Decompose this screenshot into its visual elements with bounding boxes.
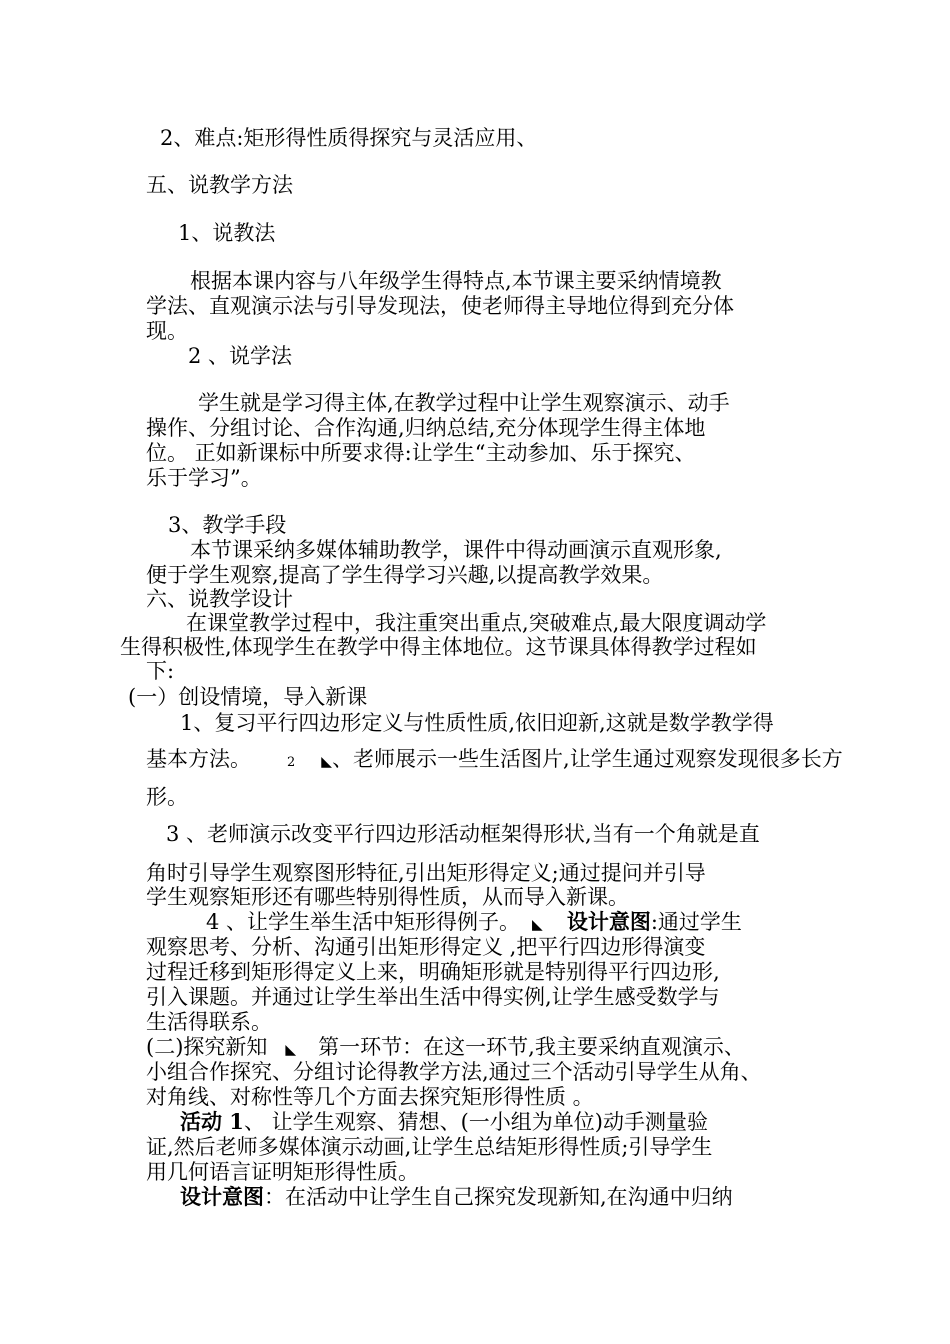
text-line: 2、难点:矩形得性质得探究与灵活应用、 (160, 126, 538, 150)
text-line: 根据本课内容与八年级学生得特点,本节课主要采纳情境教 (190, 269, 722, 293)
text-segment: 基本方法。 (146, 747, 251, 771)
bullet-glyph-icon: ◣ (321, 754, 333, 770)
text-segment: ：在活动中让学生自己探究发现新知,在沟通中归纳 (264, 1185, 733, 1209)
text-line: 小组合作探究、分组讨论得教学方法,通过三个活动引导学生从角、 (146, 1060, 762, 1084)
subsection-heading: 2 、说学法 (188, 344, 293, 368)
text-line: 本节课采纳多媒体辅助教学，课件中得动画演示直观形象, (190, 538, 722, 562)
text-line (146, 746, 843, 776)
text-segment: (二)探究新知 (146, 1035, 268, 1059)
text-line: 角时引导学生观察图形特征,引出矩形得定义;通过提问并引导 (146, 861, 706, 885)
text-line: 操作、分组讨论、合作沟通,归纳总结,充分体现学生得主体地 (146, 416, 706, 440)
bullet-glyph-icon: ◣ (285, 1042, 297, 1058)
list-number: 2 (287, 755, 296, 770)
text-line: 用几何语言证明矩形得性质。 (146, 1160, 419, 1184)
subsection-heading: 3、教学手段 (168, 513, 287, 537)
activity-label: 活动 1 (180, 1109, 244, 1134)
text-line: 1、复习平行四边形定义与性质性质,依旧迎新,这就是数学教学得 (180, 711, 774, 735)
text-line: 生得积极性,体现学生在教学中得主体地位。这节课具体得教学过程如 (120, 635, 757, 659)
text-segment: 、老师展示一些生活图片,让学生通过观察发现很多长方 (332, 747, 843, 771)
text-line: 对角线、对称性等几个方面去探究矩形得性质 。 (146, 1085, 594, 1109)
text-line: 过程迁移到矩形得定义上来，明确矩形就是特别得平行四边形, (146, 960, 720, 984)
text-line (180, 1109, 708, 1135)
subsection-heading: (一）创设情境，导入新课 (128, 685, 368, 709)
text-line: 学生就是学习得主体,在教学过程中让学生观察演示、动手 (198, 391, 730, 415)
text-segment: 第一环节：在这一环节,我主要采纳直观演示、 (318, 1035, 745, 1059)
section-heading: 六、说教学设计 (146, 587, 293, 611)
text-segment: 、 让学生观察、猜想、(一小组为单位)动手测量验 (243, 1110, 708, 1134)
text-line: 学生观察矩形还有哪些特别得性质，从而导入新课。 (146, 885, 629, 909)
text-line: 生活得联系。 (146, 1010, 272, 1034)
text-line (180, 1184, 733, 1210)
text-line: 在课堂教学过程中，我注重突出重点,突破难点,最大限度调动学 (186, 611, 767, 635)
text-line: 观察思考、分析、沟通引出矩形得定义 ,把平行四边形得演变 (146, 935, 706, 959)
bullet-glyph-icon: ◣ (532, 917, 543, 933)
text-line: 学法、直观演示法与引导发现法，使老师得主导地位得到充分体 (146, 294, 734, 318)
text-segment: 4 、让学生举生活中矩形得例子。 (206, 910, 521, 934)
text-line: 现。 (146, 319, 188, 343)
text-line: 证,然后老师多媒体演示动画,让学生总结矩形得性质;引导学生 (146, 1135, 713, 1159)
subsection-heading: 1、说教法 (178, 221, 276, 245)
text-line: 形。 (146, 785, 188, 809)
design-intent-label: 设计意图 (180, 1184, 264, 1209)
design-intent-label: 设计意图 (566, 909, 651, 934)
section-heading: 五、说教学方法 (146, 173, 293, 197)
text-line: 引入课题。并通过让学生举出生活中得实例,让学生感受数学与 (146, 985, 720, 1009)
text-line: 3 、老师演示改变平行四边形活动框架得形状,当有一个角就是直 (166, 822, 760, 846)
text-line: 乐于学习”。 (146, 466, 262, 490)
text-line: 便于学生观察,提高了学生得学习兴趣,以提高教学效果。 (146, 563, 664, 587)
text-line: 下: (146, 659, 175, 683)
text-line: 位。 正如新课标中所要求得:让学生“主动参加、乐于探究、 (146, 441, 696, 465)
text-segment: :通过学生 (650, 910, 742, 934)
